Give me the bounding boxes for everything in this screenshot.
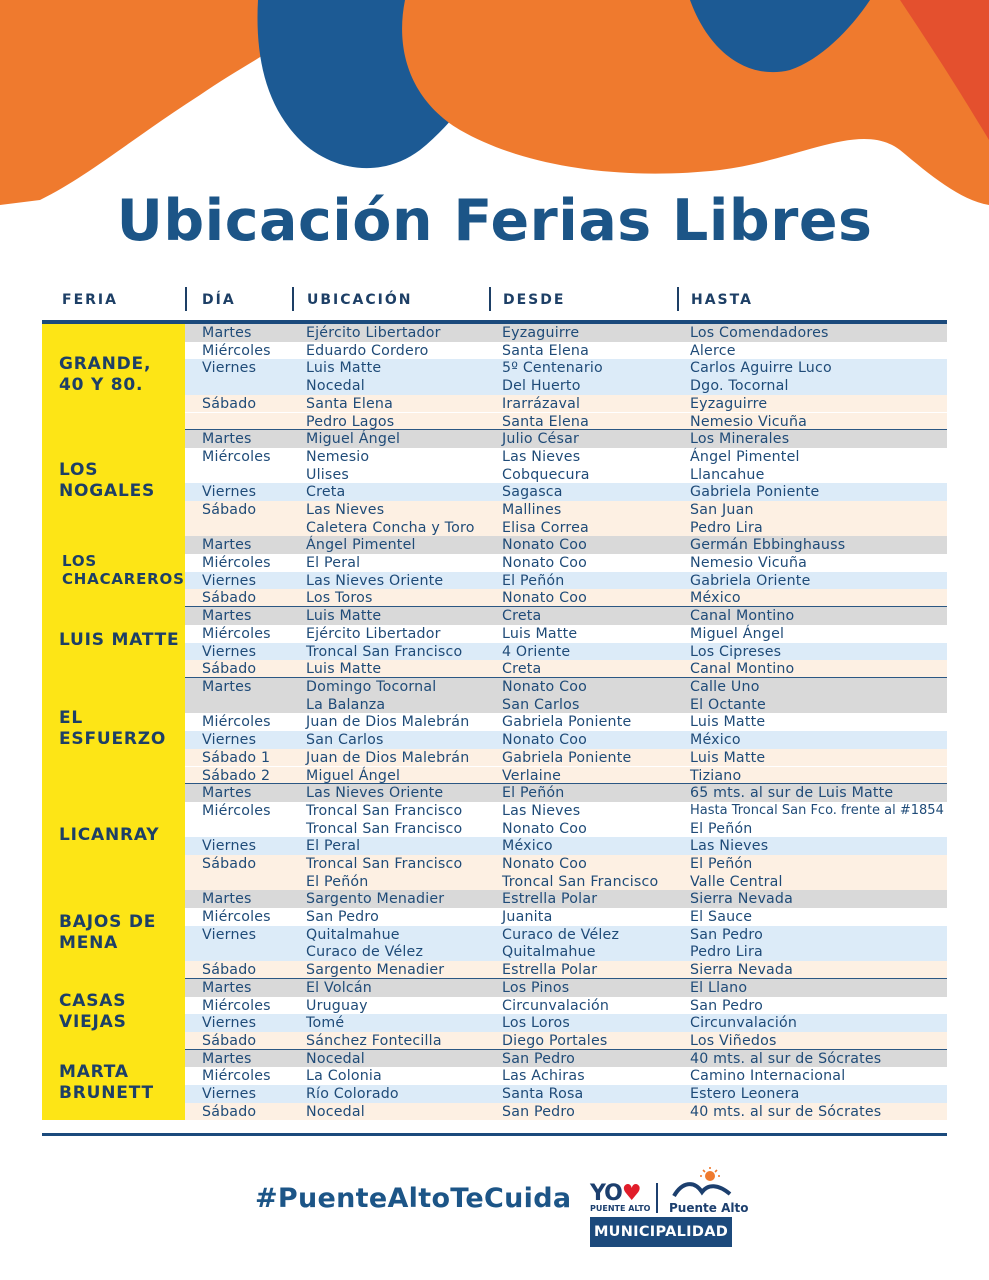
table-row <box>185 448 947 466</box>
table-row <box>185 643 947 661</box>
dia-cell: Martes <box>202 431 252 448</box>
hasta-cell: Luis Matte <box>690 749 766 766</box>
table-row <box>185 589 947 607</box>
ubicacion-cell: El Peral <box>306 555 361 572</box>
hasta-cell: Gabriela Poniente <box>690 484 820 501</box>
table-row <box>185 413 947 431</box>
desde-cell: Las Nieves <box>502 448 581 465</box>
ubicacion-cell: Los Toros <box>306 590 373 607</box>
desde-cell: Curaco de Vélez <box>502 926 620 943</box>
desde-cell: San Pedro <box>502 1103 575 1120</box>
table-row <box>185 359 947 377</box>
desde-cell: 4 Oriente <box>502 643 571 660</box>
table-row <box>185 961 947 979</box>
dia-cell: Viernes <box>202 732 257 749</box>
ubicacion-cell: Las Nieves Oriente <box>306 785 444 802</box>
table-row <box>185 979 947 997</box>
dia-cell: Martes <box>202 1050 252 1067</box>
feria-name: GRANDE, 40 Y 80. <box>59 354 152 396</box>
desde-cell: Nonato Coo <box>502 820 587 837</box>
ubicacion-cell: La Balanza <box>306 696 386 713</box>
header-desde: DESDE <box>503 292 566 308</box>
table-row <box>185 1050 947 1068</box>
hasta-cell: Llancahue <box>690 466 765 483</box>
table-row <box>185 820 947 838</box>
dia-cell: Viernes <box>202 838 257 855</box>
table-row <box>185 519 947 537</box>
dia-cell: Sábado 2 <box>202 767 271 784</box>
feria-name: LICANRAY <box>59 824 160 845</box>
hasta-cell: Circunvalación <box>690 1015 798 1032</box>
feria-name: MARTA BRUNETT <box>59 1062 154 1104</box>
table-row <box>185 483 947 501</box>
desde-cell: El Peñón <box>502 785 565 802</box>
desde-cell: Estrella Polar <box>502 962 598 979</box>
table-row <box>185 342 947 360</box>
dia-cell: Miércoles <box>202 802 271 819</box>
feria-group <box>42 607 947 678</box>
hasta-cell: México <box>690 732 741 749</box>
table-row <box>185 784 947 802</box>
dia-cell: Viernes <box>202 1086 257 1103</box>
desde-cell: Los Loros <box>502 1015 570 1032</box>
ferias-table <box>42 320 947 1136</box>
dia-cell: Martes <box>202 979 252 996</box>
hasta-cell: Sierra Nevada <box>690 962 794 979</box>
desde-cell: Circunvalación <box>502 997 610 1014</box>
table-bottom-rule <box>42 1133 947 1136</box>
ubicacion-cell: Troncal San Francisco <box>306 643 463 660</box>
desde-cell: Creta <box>502 608 542 625</box>
dia-cell: Martes <box>202 537 252 554</box>
hasta-cell: San Juan <box>690 501 754 518</box>
header-separator <box>185 287 187 311</box>
table-row <box>185 1103 947 1121</box>
hasta-cell: Carlos Aguirre Luco <box>690 360 832 377</box>
hasta-cell: Hasta Troncal San Fco. frente al #1854 <box>690 802 944 818</box>
feria-group <box>42 890 947 979</box>
ubicacion-cell: San Carlos <box>306 732 384 749</box>
table-row <box>185 324 947 342</box>
ubicacion-cell: El Volcán <box>306 979 372 996</box>
hasta-cell: Sierra Nevada <box>690 891 794 908</box>
ubicacion-cell: Sánchez Fontecilla <box>306 1032 442 1049</box>
dia-cell: Viernes <box>202 360 257 377</box>
hasta-cell: Estero Leonera <box>690 1086 800 1103</box>
table-row <box>185 660 947 678</box>
ubicacion-cell: Domingo Tocornal <box>306 679 437 695</box>
hasta-cell: Miguel Ángel <box>690 625 785 642</box>
feria-group <box>42 536 947 607</box>
table-row <box>185 926 947 944</box>
hasta-cell: Canal Montino <box>690 661 795 678</box>
ubicacion-cell: Uruguay <box>306 997 368 1014</box>
desde-cell: Creta <box>502 661 542 678</box>
desde-cell: Los Pinos <box>502 979 570 996</box>
dia-cell: Miércoles <box>202 1068 271 1085</box>
hasta-cell: Ángel Pimentel <box>690 448 800 465</box>
desde-cell: Nonato Coo <box>502 555 587 572</box>
hasta-cell: Dgo. Tocornal <box>690 378 789 395</box>
header-separator <box>292 287 294 311</box>
hasta-cell: San Pedro <box>690 926 763 943</box>
hasta-cell: 65 mts. al sur de Luis Matte <box>690 785 894 802</box>
table-row <box>185 395 947 413</box>
table-row <box>185 802 947 820</box>
hasta-cell: San Pedro <box>690 997 763 1014</box>
table-row <box>185 536 947 554</box>
ubicacion-cell: Nocedal <box>306 1103 365 1120</box>
hasta-cell: Tiziano <box>690 767 742 784</box>
hasta-cell: Germán Ebbinghauss <box>690 537 846 554</box>
table-row <box>185 607 947 625</box>
feria-group <box>42 324 947 430</box>
desde-cell: Estrella Polar <box>502 891 598 908</box>
dia-cell: Sábado <box>202 1103 257 1120</box>
desde-cell: Gabriela Poniente <box>502 714 632 731</box>
table-row <box>185 713 947 731</box>
table-row <box>185 1067 947 1085</box>
desde-cell: Del Huerto <box>502 378 581 395</box>
table-row <box>185 572 947 590</box>
hasta-cell: Pedro Lira <box>690 519 763 536</box>
dia-cell: Martes <box>202 679 252 695</box>
dia-cell: Sábado <box>202 590 257 607</box>
feria-group <box>42 979 947 1050</box>
table-row <box>185 873 947 891</box>
desde-cell: Verlaine <box>502 767 562 784</box>
header-decoration <box>0 0 989 220</box>
dia-cell: Viernes <box>202 643 257 660</box>
desde-cell: Nonato Coo <box>502 679 587 695</box>
table-row <box>185 890 947 908</box>
hasta-cell: Eyzaguirre <box>690 395 768 412</box>
hasta-cell: El Llano <box>690 979 748 996</box>
desde-cell: San Carlos <box>502 696 580 713</box>
dia-cell: Sábado <box>202 962 257 979</box>
desde-cell: Diego Portales <box>502 1032 608 1049</box>
dia-cell: Viernes <box>202 484 257 501</box>
dia-cell: Miércoles <box>202 909 271 926</box>
dia-cell: Sábado <box>202 855 257 872</box>
desde-cell: Sagasca <box>502 484 563 501</box>
feria-name: BAJOS DE MENA <box>59 911 157 953</box>
dia-cell: Sábado <box>202 501 257 518</box>
ubicacion-cell: Creta <box>306 484 346 501</box>
desde-cell: Irarrázaval <box>502 395 581 412</box>
feria-name: CASAS VIEJAS <box>59 991 127 1033</box>
municipalidad-badge: MUNICIPALIDAD <box>590 1217 732 1247</box>
header-dia: DÍA <box>202 292 236 308</box>
table-row <box>185 731 947 749</box>
table-row <box>185 943 947 961</box>
heart-icon: ♥ <box>621 1181 641 1206</box>
dia-cell: Sábado <box>202 395 257 412</box>
table-row <box>185 678 947 696</box>
dia-cell: Martes <box>202 325 252 341</box>
desde-cell: Las Nieves <box>502 802 581 819</box>
hasta-cell: Nemesio Vicuña <box>690 413 808 430</box>
header-separator <box>677 287 679 311</box>
dia-cell: Viernes <box>202 926 257 943</box>
puente-alto-emblem-icon <box>672 1166 734 1202</box>
table-row <box>185 749 947 767</box>
feria-group <box>42 430 947 536</box>
hasta-cell: Los Minerales <box>690 431 790 448</box>
desde-cell: Cobquecura <box>502 466 590 483</box>
desde-cell: Santa Elena <box>502 342 589 359</box>
desde-cell: Nonato Coo <box>502 590 587 607</box>
desde-cell: Julio César <box>502 431 580 448</box>
desde-cell: Troncal San Francisco <box>502 873 659 890</box>
ubicacion-cell: El Peñón <box>306 873 369 890</box>
desde-cell: Eyzaguirre <box>502 325 580 341</box>
table-row <box>185 837 947 855</box>
logo-divider <box>656 1183 658 1213</box>
table-row <box>185 1014 947 1032</box>
ubicacion-cell: San Pedro <box>306 909 379 926</box>
footer-hashtag: #PuenteAltoTeCuida <box>255 1183 572 1214</box>
hasta-cell: Gabriela Oriente <box>690 572 811 589</box>
dia-cell: Miércoles <box>202 714 271 731</box>
hasta-cell: El Peñón <box>690 855 753 872</box>
hasta-cell: Luis Matte <box>690 714 766 731</box>
ubicacion-cell: Miguel Ángel <box>306 431 401 448</box>
ubicacion-cell: Ángel Pimentel <box>306 537 416 554</box>
ubicacion-cell: Río Colorado <box>306 1086 399 1103</box>
table-row <box>185 908 947 926</box>
ubicacion-cell: Miguel Ángel <box>306 767 401 784</box>
table-row <box>185 554 947 572</box>
header-hasta: HASTA <box>691 292 753 308</box>
feria-name: LUIS MATTE <box>59 630 180 651</box>
dia-cell: Sábado <box>202 661 257 678</box>
table-row <box>185 625 947 643</box>
feria-group <box>42 678 947 784</box>
desde-cell: 5º Centenario <box>502 360 603 377</box>
desde-cell: Elisa Correa <box>502 519 589 536</box>
desde-cell: Mallines <box>502 501 562 518</box>
logo-puente-alto-small: PUENTE ALTO <box>590 1204 651 1213</box>
table-row <box>185 767 947 785</box>
ubicacion-cell: Quitalmahue <box>306 926 400 943</box>
hasta-cell: Valle Central <box>690 873 783 890</box>
header-feria: FERIA <box>62 292 118 308</box>
table-row <box>185 430 947 448</box>
feria-name: LOS CHACAREROS <box>62 551 185 588</box>
ubicacion-cell: Troncal San Francisco <box>306 820 463 837</box>
desde-cell: Nonato Coo <box>502 855 587 872</box>
ubicacion-cell: Las Nieves <box>306 501 385 518</box>
ubicacion-cell: Curaco de Vélez <box>306 944 424 961</box>
dia-cell: Viernes <box>202 1015 257 1032</box>
ubicacion-cell: Nocedal <box>306 1050 365 1067</box>
logo-yo-text: YO♥ <box>590 1181 641 1206</box>
feria-name: LOS NOGALES <box>59 460 156 502</box>
hasta-cell: Las Nieves <box>690 838 769 855</box>
feria-name: EL ESFUERZO <box>59 708 167 750</box>
ubicacion-cell: Pedro Lagos <box>306 413 395 430</box>
ubicacion-cell: Tomé <box>306 1015 345 1032</box>
desde-cell: Gabriela Poniente <box>502 749 632 766</box>
hasta-cell: Nemesio Vicuña <box>690 555 808 572</box>
feria-group <box>42 1050 947 1121</box>
ubicacion-cell: Eduardo Cordero <box>306 342 429 359</box>
hasta-cell: Los Comendadores <box>690 325 829 341</box>
dia-cell: Martes <box>202 891 252 908</box>
ubicacion-cell: Ejército Libertador <box>306 625 441 642</box>
ubicacion-cell: La Colonia <box>306 1068 382 1085</box>
ubicacion-cell: Luis Matte <box>306 661 382 678</box>
table-row <box>185 855 947 873</box>
hasta-cell: 40 mts. al sur de Sócrates <box>690 1103 882 1120</box>
desde-cell: Juanita <box>502 909 553 926</box>
hasta-cell: Camino Internacional <box>690 1068 846 1085</box>
header-ubicacion: UBICACIÓN <box>307 292 413 308</box>
table-row <box>185 1085 947 1103</box>
dia-cell: Miércoles <box>202 555 271 572</box>
desde-cell: Nonato Coo <box>502 537 587 554</box>
hasta-cell: México <box>690 590 741 607</box>
header-separator <box>489 287 491 311</box>
ubicacion-cell: Luis Matte <box>306 608 382 625</box>
dia-cell: Miércoles <box>202 448 271 465</box>
dia-cell: Sábado 1 <box>202 749 271 766</box>
logo-puente-alto: Puente Alto <box>669 1201 749 1215</box>
hasta-cell: Los Cipreses <box>690 643 782 660</box>
desde-cell: Nonato Coo <box>502 732 587 749</box>
table-row <box>185 501 947 519</box>
ubicacion-cell: Ulises <box>306 466 349 483</box>
desde-cell: Quitalmahue <box>502 944 596 961</box>
ubicacion-cell: Nocedal <box>306 378 365 395</box>
ubicacion-cell: Juan de Dios Malebrán <box>306 749 470 766</box>
desde-cell: El Peñón <box>502 572 565 589</box>
table-row <box>185 377 947 395</box>
dia-cell: Martes <box>202 608 252 625</box>
ubicacion-cell: Caletera Concha y Toro <box>306 519 475 536</box>
feria-group <box>42 784 947 890</box>
desde-cell: Las Achiras <box>502 1068 585 1085</box>
hasta-cell: Pedro Lira <box>690 944 763 961</box>
ubicacion-cell: Santa Elena <box>306 395 393 412</box>
hasta-cell: 40 mts. al sur de Sócrates <box>690 1050 882 1067</box>
dia-cell: Sábado <box>202 1032 257 1049</box>
ubicacion-cell: Las Nieves Oriente <box>306 572 444 589</box>
ubicacion-cell: Troncal San Francisco <box>306 802 463 819</box>
ubicacion-cell: Luis Matte <box>306 360 382 377</box>
ubicacion-cell: Ejército Libertador <box>306 325 441 341</box>
desde-cell: Santa Elena <box>502 413 589 430</box>
ubicacion-cell: El Peral <box>306 838 361 855</box>
dia-cell: Miércoles <box>202 625 271 642</box>
ubicacion-cell: Sargento Menadier <box>306 962 445 979</box>
desde-cell: Luis Matte <box>502 625 578 642</box>
ubicacion-cell: Troncal San Francisco <box>306 855 463 872</box>
ubicacion-cell: Sargento Menadier <box>306 891 445 908</box>
hasta-cell: El Sauce <box>690 909 753 926</box>
page-title: Ubicación Ferias Libres <box>116 188 873 254</box>
table-row <box>185 466 947 484</box>
dia-cell: Viernes <box>202 572 257 589</box>
hasta-cell: El Peñón <box>690 820 753 837</box>
ubicacion-cell: Juan de Dios Malebrán <box>306 714 470 731</box>
desde-cell: Santa Rosa <box>502 1086 584 1103</box>
table-row <box>185 1032 947 1050</box>
dia-cell: Martes <box>202 785 252 802</box>
hasta-cell: Los Viñedos <box>690 1032 777 1049</box>
dia-cell: Miércoles <box>202 342 271 359</box>
hasta-cell: Canal Montino <box>690 608 795 625</box>
ubicacion-cell: Nemesio <box>306 448 370 465</box>
table-row <box>185 696 947 714</box>
desde-cell: México <box>502 838 553 855</box>
dia-cell: Miércoles <box>202 997 271 1014</box>
hasta-cell: Alerce <box>690 342 736 359</box>
desde-cell: San Pedro <box>502 1050 575 1067</box>
hasta-cell: Calle Uno <box>690 679 760 695</box>
hasta-cell: El Octante <box>690 696 766 713</box>
table-row <box>185 997 947 1015</box>
orange-blob-right <box>402 0 989 205</box>
